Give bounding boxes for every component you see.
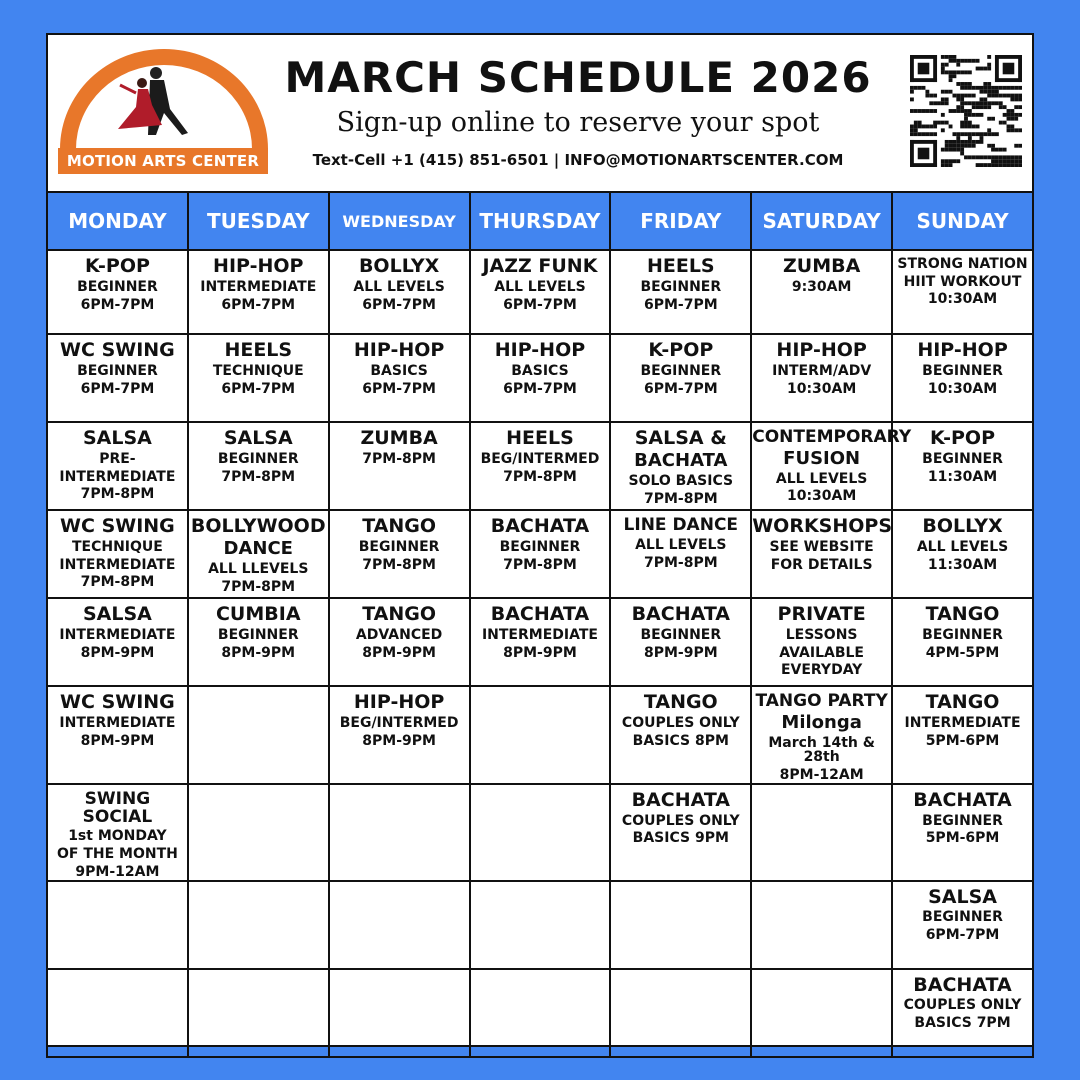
class-entry xyxy=(189,511,328,594)
class-entry xyxy=(48,599,187,660)
empty-cell xyxy=(329,784,470,881)
class-detail: BASICS 7PM xyxy=(914,1015,1011,1032)
class-cell xyxy=(892,250,1033,334)
class-cell xyxy=(610,334,751,422)
class-detail: ALL LEVELS xyxy=(353,278,445,295)
class-entry xyxy=(752,599,891,678)
class-entry xyxy=(893,423,1032,484)
class-cell xyxy=(892,686,1033,784)
class-detail: 7PM-8PM xyxy=(362,556,436,573)
class-detail: BEGINNER xyxy=(922,362,1003,379)
class-cell xyxy=(329,510,470,598)
class-entry xyxy=(611,599,750,660)
class-detail: 8PM-9PM xyxy=(362,732,436,749)
class-entry xyxy=(752,335,891,396)
class-cell xyxy=(751,510,892,598)
class-name: SALSA xyxy=(82,427,152,449)
class-entry xyxy=(471,251,610,312)
class-cell xyxy=(329,250,470,334)
class-detail: 9PM-12AM xyxy=(75,863,160,880)
class-detail: 6PM-7PM xyxy=(643,296,718,313)
class-entry xyxy=(48,251,187,312)
class-detail: TECHNIQUE xyxy=(71,538,163,555)
class-detail: 8PM-9PM xyxy=(80,732,155,749)
empty-cell xyxy=(751,881,892,969)
class-cell xyxy=(329,598,470,686)
class-name: TANGO PARTY xyxy=(755,691,888,711)
class-name: WORKSHOPS xyxy=(752,515,893,537)
schedule-sheet xyxy=(46,33,1034,1047)
empty-cell xyxy=(610,969,751,1057)
class-detail: March 14th & 28th xyxy=(768,734,875,766)
schedule-row xyxy=(47,422,1033,510)
class-detail: ALL LEVELS xyxy=(916,538,1009,555)
class-name: WC SWING xyxy=(60,339,175,361)
class-name: BACHATA xyxy=(913,973,1012,996)
class-detail: AVAILABLE xyxy=(779,644,864,661)
class-detail: BASICS xyxy=(370,362,428,379)
class-cell xyxy=(610,250,751,334)
class-detail: BASICS xyxy=(511,362,569,379)
class-cell xyxy=(892,510,1033,598)
class-cell xyxy=(892,334,1033,422)
page-title: MARCH SCHEDULE 2026 xyxy=(284,53,872,102)
schedule-row xyxy=(47,334,1033,422)
class-cell xyxy=(610,598,751,686)
class-detail: BASICS 8PM xyxy=(632,732,729,749)
class-cell xyxy=(610,784,751,881)
class-detail: 11:30AM xyxy=(927,556,998,573)
logo xyxy=(56,43,266,171)
class-entry xyxy=(330,251,469,312)
class-cell xyxy=(47,686,188,784)
class-detail: DANCE xyxy=(223,537,293,559)
class-detail: 7PM-8PM xyxy=(80,486,155,503)
class-name: BACHATA xyxy=(631,788,731,811)
class-detail: INTERMEDIATE xyxy=(59,714,176,731)
class-detail: BEGINNER xyxy=(499,538,581,555)
class-cell xyxy=(892,969,1033,1057)
class-detail: ADVANCED xyxy=(355,626,443,643)
class-entry xyxy=(611,251,750,312)
class-cell xyxy=(470,510,611,598)
class-detail: 10:30AM xyxy=(786,488,857,505)
class-entry xyxy=(471,599,610,660)
class-cell xyxy=(470,598,611,686)
class-detail: 8PM-12AM xyxy=(779,767,864,784)
class-detail: 7PM-8PM xyxy=(362,450,436,467)
class-detail: SOLO BASICS xyxy=(628,472,734,489)
day-header-thursday: THURSDAY xyxy=(470,192,611,250)
class-detail: BEGINNER xyxy=(217,450,299,467)
class-detail: 7PM-8PM xyxy=(643,490,718,507)
class-entry xyxy=(752,251,891,295)
class-name: HIP-HOP xyxy=(353,691,445,713)
class-cell xyxy=(329,422,470,510)
class-name: ZUMBA xyxy=(782,255,861,277)
class-detail: TECHNIQUE xyxy=(212,362,304,379)
class-detail: 10:30AM xyxy=(927,291,998,308)
class-entry xyxy=(48,687,187,748)
class-detail: 10:30AM xyxy=(786,380,857,397)
class-name: STRONG NATION xyxy=(897,256,1028,272)
class-cell xyxy=(610,686,751,784)
schedule-row xyxy=(47,881,1033,969)
class-detail: 1st MONDAY xyxy=(68,828,167,845)
class-name: TANGO xyxy=(643,691,718,713)
class-detail: 6PM-7PM xyxy=(221,296,296,313)
class-detail: 8PM-9PM xyxy=(643,644,718,661)
class-entry xyxy=(48,785,187,880)
schedule-row xyxy=(47,784,1033,881)
class-entry xyxy=(330,511,469,572)
class-name: SALSA & xyxy=(634,427,727,449)
class-detail: INTERM/ADV xyxy=(772,362,872,379)
contact-info: Text-Cell +1 (415) 851-6501 | INFO@MOTIONARTSCENTER.COM xyxy=(312,151,844,169)
class-name: BOLLYX xyxy=(358,255,440,277)
class-entry xyxy=(48,511,187,590)
class-cell xyxy=(470,334,611,422)
class-detail: OF THE MONTH xyxy=(56,846,178,863)
schedule-table xyxy=(46,191,1034,1058)
class-detail: 7PM-8PM xyxy=(503,556,577,573)
class-name: ZUMBA xyxy=(360,427,438,449)
class-entry xyxy=(893,970,1032,1031)
schedule-row xyxy=(47,598,1033,686)
class-entry xyxy=(471,423,610,484)
class-entry xyxy=(48,423,187,502)
day-header-tuesday: TUESDAY xyxy=(188,192,329,250)
class-entry xyxy=(189,335,328,396)
day-header-wednesday: WEDNESDAY xyxy=(329,192,470,250)
class-entry xyxy=(611,687,750,748)
empty-cell xyxy=(188,784,329,881)
class-entry xyxy=(471,511,610,572)
class-detail: 6PM-7PM xyxy=(80,296,155,313)
class-entry xyxy=(752,687,891,783)
class-detail: 5PM-6PM xyxy=(925,732,1000,749)
class-detail: BACHATA xyxy=(634,449,728,471)
class-cell xyxy=(188,510,329,598)
class-cell xyxy=(188,334,329,422)
class-entry xyxy=(893,882,1032,943)
class-detail: EVERYDAY xyxy=(780,662,863,679)
class-detail: BEG/INTERMED xyxy=(339,714,459,731)
class-cell xyxy=(188,250,329,334)
empty-cell xyxy=(188,969,329,1057)
class-detail: 8PM-9PM xyxy=(503,644,577,661)
class-detail: 8PM-9PM xyxy=(362,644,436,661)
class-detail: 9:30AM xyxy=(791,278,852,295)
class-entry xyxy=(893,251,1032,307)
empty-cell xyxy=(329,969,470,1057)
class-detail: BEGINNER xyxy=(358,538,440,555)
class-detail: 7PM-8PM xyxy=(643,554,718,571)
class-detail: BEGINNER xyxy=(922,450,1003,467)
class-detail: 6PM-7PM xyxy=(80,380,155,397)
class-name: BACHATA xyxy=(913,788,1012,811)
class-name: WC SWING xyxy=(60,691,175,713)
class-detail: 8PM-9PM xyxy=(80,644,155,661)
class-cell xyxy=(329,334,470,422)
header xyxy=(48,35,1032,191)
empty-cell xyxy=(470,881,611,969)
class-detail: 11:30AM xyxy=(927,468,998,485)
subtitle: Sign-up online to reserve your spot xyxy=(336,107,820,138)
class-cell xyxy=(188,422,329,510)
schedule-row xyxy=(47,510,1033,598)
class-detail: BEG/INTERMED xyxy=(480,450,600,467)
class-detail: HIIT WORKOUT xyxy=(903,273,1022,290)
class-detail: INTERMEDIATE xyxy=(481,626,598,643)
qr-code-icon[interactable] xyxy=(910,55,1022,167)
class-detail: BEGINNER xyxy=(640,626,722,643)
class-detail: 5PM-6PM xyxy=(925,830,1000,847)
class-detail: FUSION xyxy=(783,447,861,469)
class-detail: COUPLES ONLY xyxy=(903,997,1022,1014)
class-entry xyxy=(611,335,750,396)
class-detail: 6PM-7PM xyxy=(643,380,718,397)
class-cell xyxy=(329,686,470,784)
class-entry xyxy=(611,785,750,846)
class-name: HIP-HOP xyxy=(494,339,586,361)
class-detail: 4PM-5PM xyxy=(925,644,1000,661)
class-name: HIP-HOP xyxy=(353,339,445,361)
class-entry xyxy=(330,599,469,660)
class-name: PRIVATE xyxy=(777,603,866,625)
class-cell xyxy=(751,422,912,510)
class-name: K-POP xyxy=(84,255,150,277)
class-detail: 7PM-8PM xyxy=(221,578,296,595)
class-name: BACHATA xyxy=(490,515,590,537)
class-name: SWING SOCIAL xyxy=(82,788,153,827)
class-entry xyxy=(189,423,328,484)
dancers-logo-icon xyxy=(56,43,272,153)
empty-cell xyxy=(751,969,892,1057)
class-entry xyxy=(330,335,469,396)
class-name: TANGO xyxy=(362,603,437,625)
class-cell xyxy=(47,598,188,686)
class-cell xyxy=(892,598,1033,686)
class-name: TANGO xyxy=(925,603,1000,625)
class-entry xyxy=(893,785,1032,846)
class-detail: 7PM-8PM xyxy=(221,468,296,485)
class-detail: FOR DETAILS xyxy=(770,556,873,573)
class-detail: 8PM-9PM xyxy=(221,644,296,661)
class-name: JAZZ FUNK xyxy=(482,255,598,277)
class-name: BACHATA xyxy=(490,603,590,625)
class-detail: BEGINNER xyxy=(922,909,1003,926)
class-entry xyxy=(752,423,912,505)
schedule-row xyxy=(47,250,1033,334)
empty-cell xyxy=(751,784,892,881)
class-detail: Milonga xyxy=(781,711,862,733)
class-detail: INTERMEDIATE xyxy=(59,556,176,573)
class-detail: PRE- xyxy=(99,450,136,467)
empty-cell xyxy=(470,969,611,1057)
class-detail: 6PM-7PM xyxy=(362,296,436,313)
class-cell xyxy=(892,881,1033,969)
empty-cell xyxy=(47,881,188,969)
class-detail: 7PM-8PM xyxy=(503,468,577,485)
class-name: LINE DANCE xyxy=(623,515,739,535)
class-name: HEELS xyxy=(506,427,574,449)
class-name: TANGO xyxy=(362,515,437,537)
class-detail: ALL LEVELS xyxy=(494,278,586,295)
class-name: CUMBIA xyxy=(215,603,301,625)
class-entry xyxy=(611,511,750,570)
class-cell xyxy=(751,250,892,334)
class-name: HEELS xyxy=(646,255,715,277)
class-detail: COUPLES ONLY xyxy=(621,714,740,731)
class-entry xyxy=(611,423,750,506)
class-cell xyxy=(47,422,188,510)
class-cell xyxy=(892,422,1033,510)
class-entry xyxy=(471,335,610,396)
class-detail: ALL LLEVELS xyxy=(208,560,309,577)
class-detail: INTERMEDIATE xyxy=(59,626,176,643)
class-cell xyxy=(610,422,751,510)
schedule-row xyxy=(47,969,1033,1057)
class-entry xyxy=(189,251,328,312)
class-detail: 6PM-7PM xyxy=(503,380,577,397)
empty-cell xyxy=(47,969,188,1057)
class-name: BOLLYX xyxy=(922,515,1003,537)
class-detail: INTERMEDIATE xyxy=(904,714,1021,731)
class-entry xyxy=(752,511,891,572)
class-entry xyxy=(893,511,1032,572)
class-name: BACHATA xyxy=(631,603,731,625)
class-detail: 6PM-7PM xyxy=(221,380,296,397)
class-entry xyxy=(893,687,1032,748)
class-detail: LESSONS xyxy=(785,626,858,643)
class-detail: 6PM-7PM xyxy=(362,380,436,397)
class-detail: ALL LEVELS xyxy=(775,470,868,487)
day-header-saturday: SATURDAY xyxy=(751,192,892,250)
class-entry xyxy=(330,687,469,748)
logo-label: MOTION ARTS CENTER xyxy=(58,148,268,174)
class-detail: BEGINNER xyxy=(922,626,1003,643)
class-cell xyxy=(47,334,188,422)
class-name: CONTEMPORARY xyxy=(752,427,912,447)
day-header-row xyxy=(47,192,1033,250)
class-name: TANGO xyxy=(925,691,1000,713)
empty-cell xyxy=(470,686,611,784)
class-entry xyxy=(893,335,1032,396)
class-detail: BEGINNER xyxy=(77,362,158,379)
class-name: HIP-HOP xyxy=(776,339,867,361)
class-detail: 7PM-8PM xyxy=(80,574,155,591)
empty-cell xyxy=(188,686,329,784)
class-entry xyxy=(189,599,328,660)
class-cell xyxy=(751,334,892,422)
class-cell xyxy=(751,598,892,686)
empty-cell xyxy=(610,881,751,969)
class-cell xyxy=(470,422,611,510)
class-cell xyxy=(47,784,188,881)
class-name: SALSA xyxy=(223,427,293,449)
class-cell xyxy=(751,686,892,784)
class-detail: BEGINNER xyxy=(217,626,299,643)
class-name: WC SWING xyxy=(60,515,175,537)
class-detail: COUPLES ONLY xyxy=(621,812,740,829)
class-cell xyxy=(188,598,329,686)
class-detail: 6PM-7PM xyxy=(925,927,1000,944)
class-detail: BEGINNER xyxy=(640,278,722,295)
class-detail: ALL LEVELS xyxy=(635,536,727,553)
class-name: HEELS xyxy=(224,339,293,361)
class-name: SALSA xyxy=(82,603,152,625)
day-header-friday: FRIDAY xyxy=(610,192,751,250)
empty-cell xyxy=(470,784,611,881)
class-detail: BASICS 9PM xyxy=(632,830,729,847)
empty-cell xyxy=(188,881,329,969)
day-header-sunday: SUNDAY xyxy=(892,192,1033,250)
day-header-monday: MONDAY xyxy=(47,192,188,250)
class-name: HIP-HOP xyxy=(213,255,304,277)
class-name: HIP-HOP xyxy=(917,339,1008,361)
class-detail: BEGINNER xyxy=(922,812,1003,829)
class-detail: 6PM-7PM xyxy=(503,296,577,313)
class-name: SALSA xyxy=(928,885,997,908)
class-detail: SEE WEBSITE xyxy=(769,538,874,555)
schedule-row xyxy=(47,686,1033,784)
class-cell xyxy=(470,250,611,334)
class-name: K-POP xyxy=(648,339,714,361)
class-detail: BEGINNER xyxy=(77,278,158,295)
class-name: K-POP xyxy=(930,427,996,449)
class-detail: INTERMEDIATE xyxy=(200,278,317,295)
class-detail: INTERMEDIATE xyxy=(59,468,176,485)
class-entry xyxy=(893,599,1032,660)
class-cell xyxy=(47,510,188,598)
class-detail: 10:30AM xyxy=(927,380,998,397)
class-cell xyxy=(47,250,188,334)
empty-cell xyxy=(329,881,470,969)
class-entry xyxy=(48,335,187,396)
class-detail: BEGINNER xyxy=(640,362,722,379)
class-entry xyxy=(330,423,469,467)
class-name: BOLLYWOOD xyxy=(190,515,326,537)
class-cell xyxy=(610,510,751,598)
class-cell xyxy=(892,784,1033,881)
